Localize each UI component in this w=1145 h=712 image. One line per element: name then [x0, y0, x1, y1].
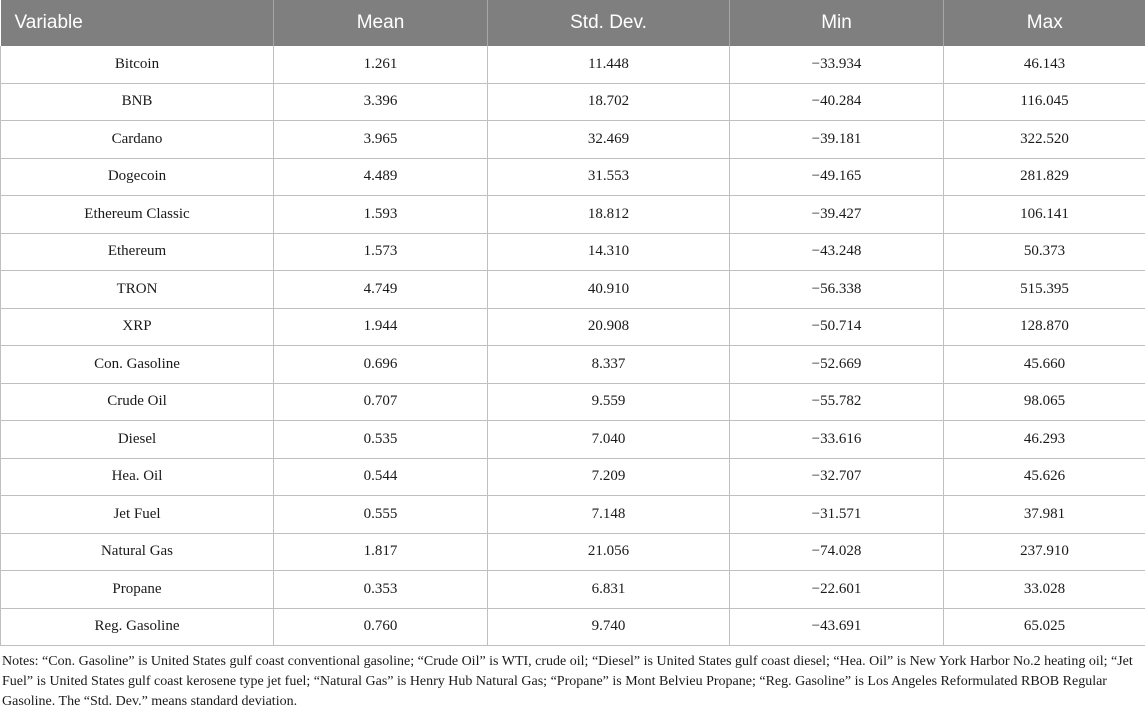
std-dev-cell: 20.908	[488, 308, 730, 346]
table-body	[1, 46, 1145, 646]
variable-cell: Ethereum	[1, 233, 274, 271]
max-cell: 45.626	[944, 458, 1145, 496]
variable-cell: BNB	[1, 83, 274, 121]
std-dev-cell: 14.310	[488, 233, 730, 271]
mean-cell: 0.555	[274, 496, 488, 534]
table-row	[1, 46, 1145, 83]
table-row	[1, 158, 1145, 196]
min-cell: −33.616	[730, 421, 944, 459]
std-dev-cell: 18.702	[488, 83, 730, 121]
min-cell: −39.181	[730, 121, 944, 159]
mean-cell: 1.573	[274, 233, 488, 271]
mean-cell: 1.817	[274, 533, 488, 571]
max-cell: 322.520	[944, 121, 1145, 159]
mean-cell: 1.944	[274, 308, 488, 346]
max-cell: 65.025	[944, 608, 1145, 646]
std-dev-cell: 21.056	[488, 533, 730, 571]
min-cell: −39.427	[730, 196, 944, 234]
min-cell: −55.782	[730, 383, 944, 421]
max-cell: 50.373	[944, 233, 1145, 271]
variable-cell: Cardano	[1, 121, 274, 159]
min-cell: −50.714	[730, 308, 944, 346]
column-header-std-dev: Std. Dev.	[488, 0, 730, 46]
table-row	[1, 533, 1145, 571]
max-cell: 281.829	[944, 158, 1145, 196]
variable-cell: Diesel	[1, 421, 274, 459]
variable-cell: XRP	[1, 308, 274, 346]
std-dev-cell: 40.910	[488, 271, 730, 309]
table-row	[1, 83, 1145, 121]
min-cell: −74.028	[730, 533, 944, 571]
max-cell: 237.910	[944, 533, 1145, 571]
max-cell: 46.143	[944, 46, 1145, 83]
variable-cell: Con. Gasoline	[1, 346, 274, 384]
std-dev-cell: 7.209	[488, 458, 730, 496]
std-dev-cell: 7.040	[488, 421, 730, 459]
max-cell: 116.045	[944, 83, 1145, 121]
std-dev-cell: 8.337	[488, 346, 730, 384]
variable-cell: Hea. Oil	[1, 458, 274, 496]
variable-cell: Crude Oil	[1, 383, 274, 421]
max-cell: 106.141	[944, 196, 1145, 234]
mean-cell: 0.544	[274, 458, 488, 496]
min-cell: −43.691	[730, 608, 944, 646]
mean-cell: 0.696	[274, 346, 488, 384]
std-dev-cell: 7.148	[488, 496, 730, 534]
table-row	[1, 421, 1145, 459]
max-cell: 37.981	[944, 496, 1145, 534]
std-dev-cell: 32.469	[488, 121, 730, 159]
variable-cell: Jet Fuel	[1, 496, 274, 534]
min-cell: −43.248	[730, 233, 944, 271]
min-cell: −49.165	[730, 158, 944, 196]
variable-cell: Reg. Gasoline	[1, 608, 274, 646]
std-dev-cell: 11.448	[488, 46, 730, 83]
column-header-min: Min	[730, 0, 944, 46]
mean-cell: 3.396	[274, 83, 488, 121]
mean-cell: 3.965	[274, 121, 488, 159]
table-row	[1, 383, 1145, 421]
mean-cell: 1.261	[274, 46, 488, 83]
table-notes: Notes: “Con. Gasoline” is United States gulf coast conventional gasoline; “Crude Oil” is WTI, crude oil; “Diesel” is United States gulf coast diesel; “Hea. Oil” is New York Harbor No.2 heating oil; “Jet Fuel” is United States gulf coast kerosene type jet fuel; “Natural Gas” is Henry Hub Natural Gas; “Propane” is Mont Belvieu Propane; “Reg. Gasoline” is Los Angeles Reformulated RBOB Regular Gasoline. The “Std. Dev.” means standard deviation.	[2, 652, 1142, 712]
mean-cell: 4.749	[274, 271, 488, 309]
mean-cell: 0.353	[274, 571, 488, 609]
std-dev-cell: 6.831	[488, 571, 730, 609]
mean-cell: 0.707	[274, 383, 488, 421]
table-row	[1, 196, 1145, 234]
variable-cell: Natural Gas	[1, 533, 274, 571]
mean-cell: 1.593	[274, 196, 488, 234]
min-cell: −40.284	[730, 83, 944, 121]
variable-cell: Bitcoin	[1, 46, 274, 83]
max-cell: 33.028	[944, 571, 1145, 609]
max-cell: 45.660	[944, 346, 1145, 384]
table-row	[1, 608, 1145, 646]
column-header-mean: Mean	[274, 0, 488, 46]
table-row	[1, 346, 1145, 384]
column-header-max: Max	[944, 0, 1145, 46]
column-header-variable: Variable	[1, 0, 274, 46]
mean-cell: 0.760	[274, 608, 488, 646]
table-row	[1, 496, 1145, 534]
max-cell: 46.293	[944, 421, 1145, 459]
max-cell: 128.870	[944, 308, 1145, 346]
table-row	[1, 308, 1145, 346]
min-cell: −32.707	[730, 458, 944, 496]
min-cell: −52.669	[730, 346, 944, 384]
min-cell: −56.338	[730, 271, 944, 309]
variable-cell: Propane	[1, 571, 274, 609]
variable-cell: TRON	[1, 271, 274, 309]
std-dev-cell: 18.812	[488, 196, 730, 234]
mean-cell: 4.489	[274, 158, 488, 196]
min-cell: −31.571	[730, 496, 944, 534]
variable-cell: Dogecoin	[1, 158, 274, 196]
std-dev-cell: 9.740	[488, 608, 730, 646]
table-row	[1, 571, 1145, 609]
min-cell: −33.934	[730, 46, 944, 83]
mean-cell: 0.535	[274, 421, 488, 459]
std-dev-cell: 9.559	[488, 383, 730, 421]
table-row	[1, 271, 1145, 309]
min-cell: −22.601	[730, 571, 944, 609]
max-cell: 98.065	[944, 383, 1145, 421]
std-dev-cell: 31.553	[488, 158, 730, 196]
table-header-row	[1, 0, 1145, 46]
max-cell: 515.395	[944, 271, 1145, 309]
table-row	[1, 121, 1145, 159]
table-row	[1, 458, 1145, 496]
table-row	[1, 233, 1145, 271]
variable-cell: Ethereum Classic	[1, 196, 274, 234]
